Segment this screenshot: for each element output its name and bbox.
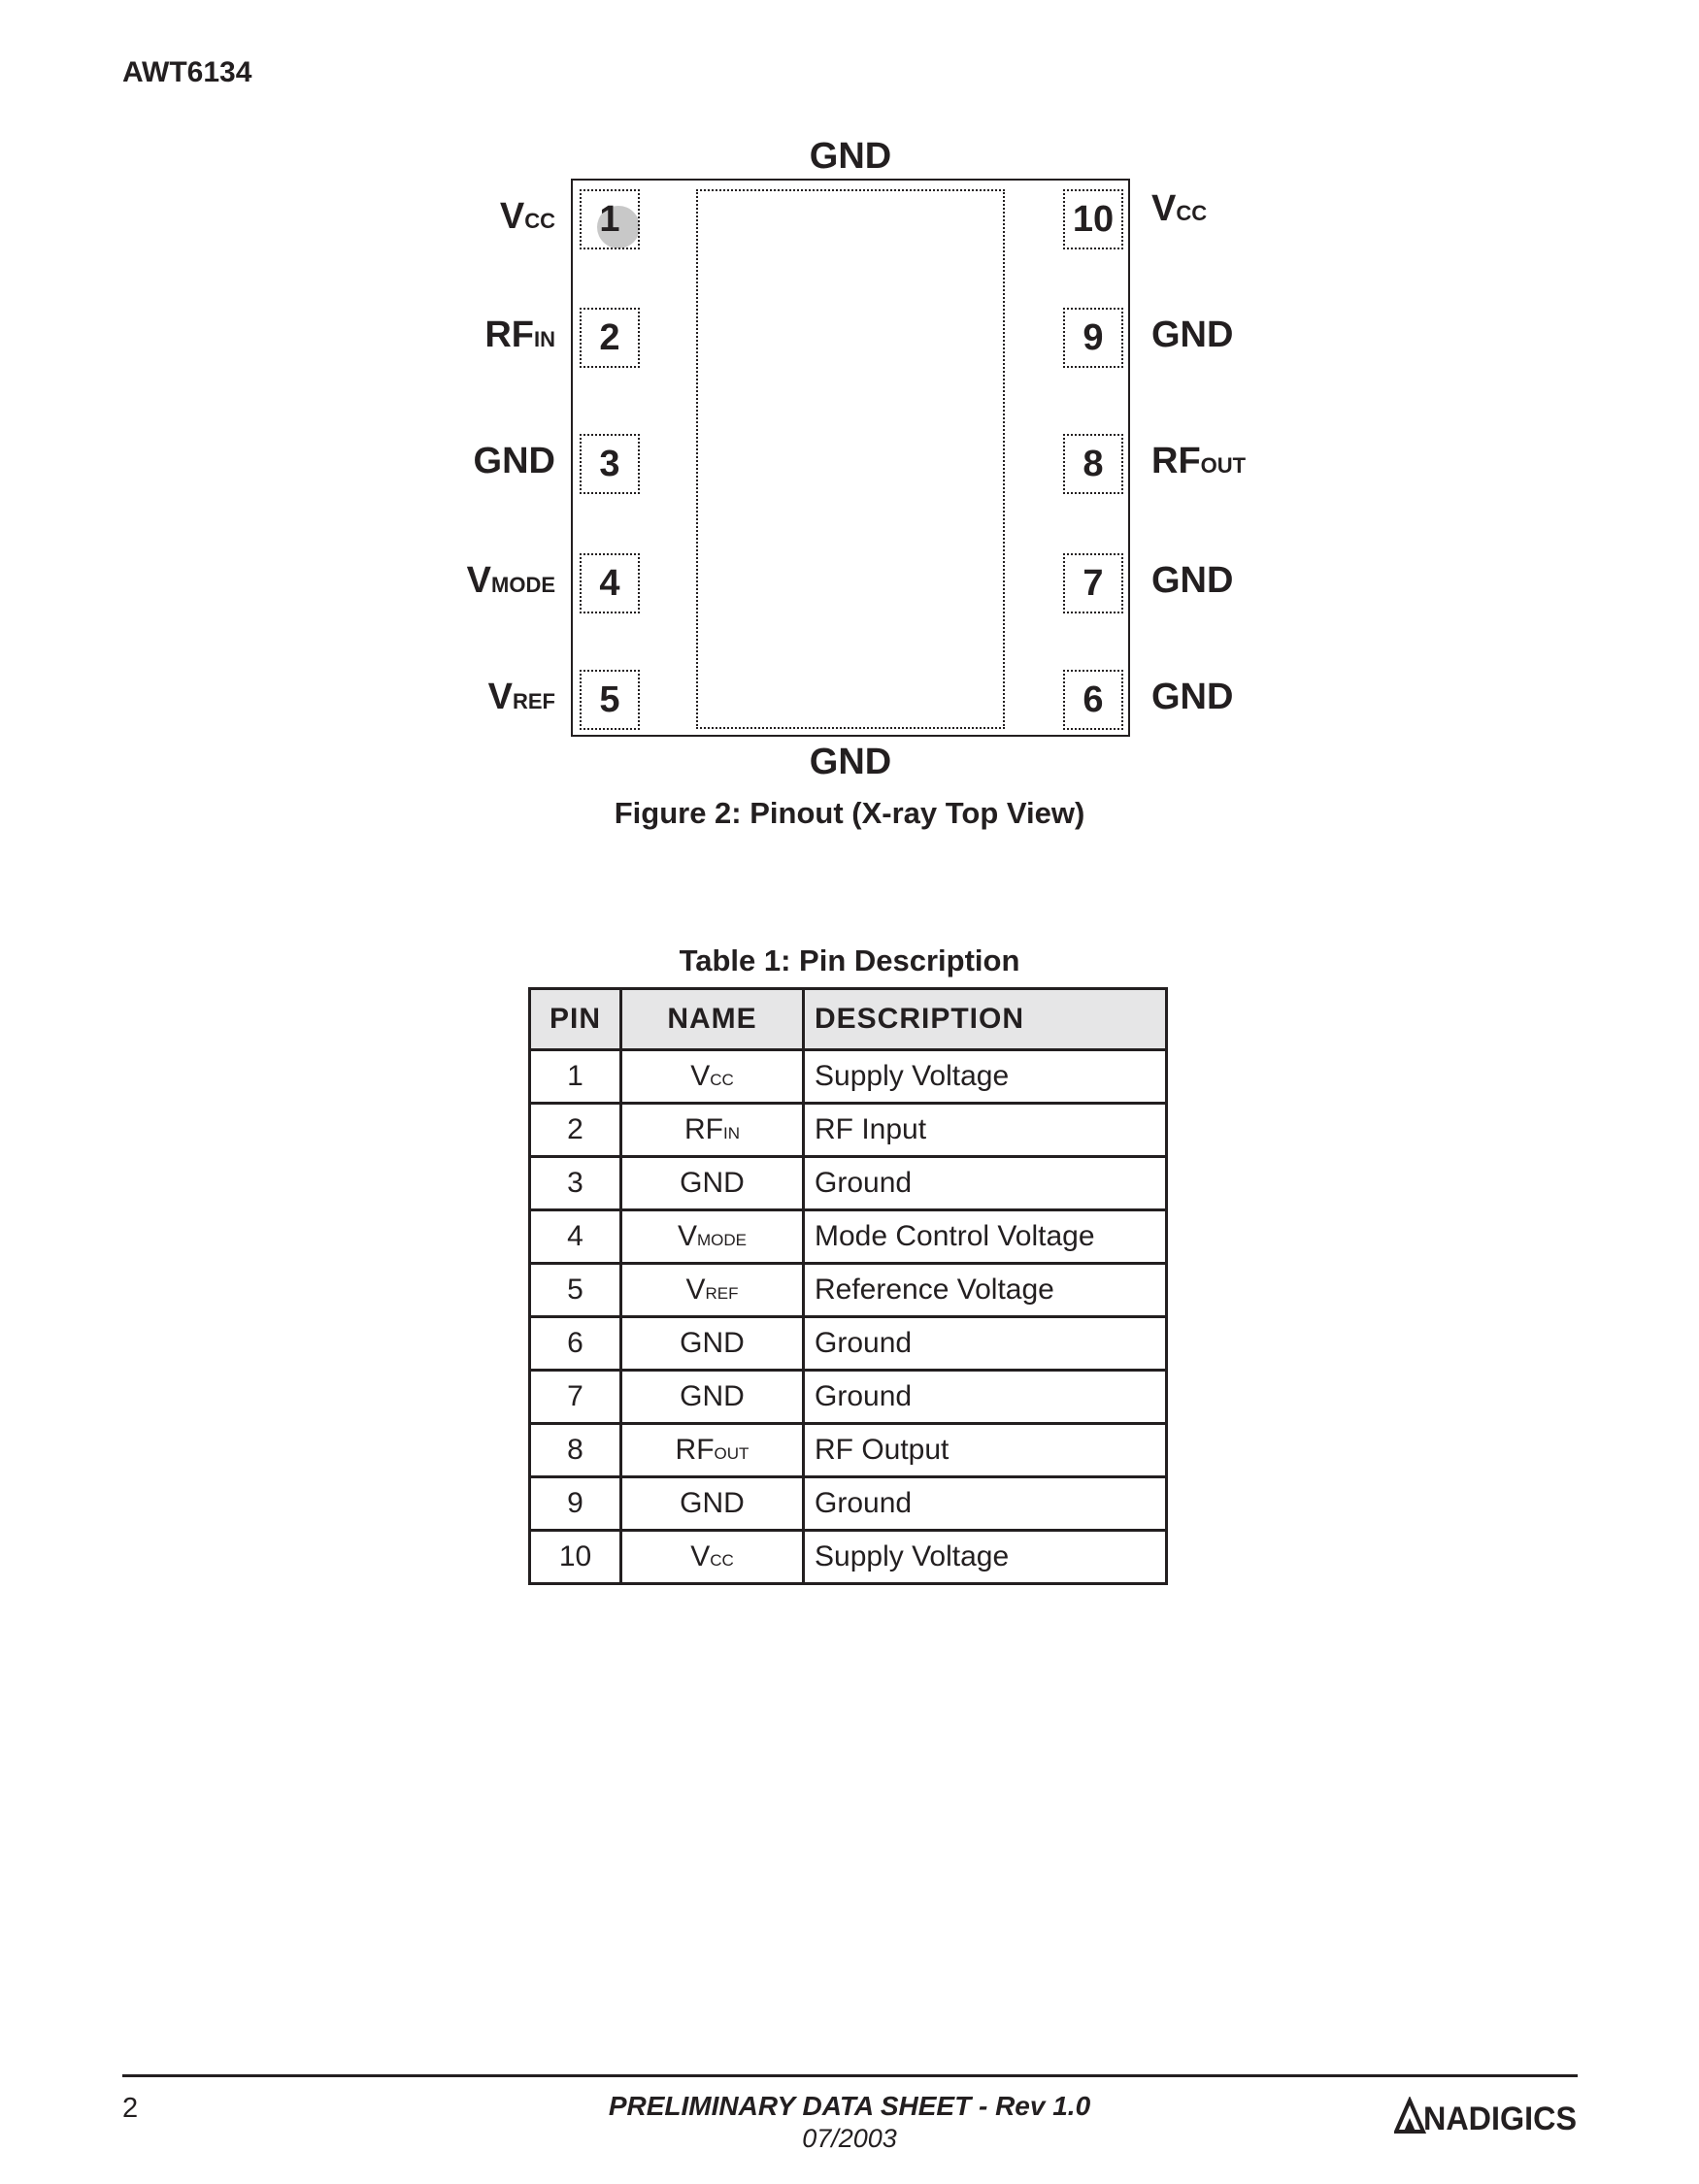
gnd-top-label: GND — [809, 136, 892, 177]
gnd-bottom-label: GND — [809, 742, 892, 782]
header-description: DESCRIPTION — [804, 989, 1167, 1050]
cell-description: Reference Voltage — [804, 1264, 1167, 1317]
cell-description: RF Input — [804, 1104, 1167, 1157]
table-row — [530, 1477, 1167, 1531]
pin-number: 8 — [1083, 443, 1104, 484]
table-row — [530, 1317, 1167, 1371]
pin-number: 2 — [599, 316, 620, 358]
pin-box-9 — [1063, 308, 1123, 368]
cell-description: Supply Voltage — [804, 1050, 1167, 1104]
cell-name-main: GND — [680, 1380, 745, 1412]
cell-name-main: GND — [680, 1327, 745, 1359]
table-row — [530, 1371, 1167, 1424]
table-title: Table 1: Pin Description — [679, 943, 1020, 977]
cell-name-sub: CC — [710, 1071, 734, 1089]
pin-number: 9 — [1083, 316, 1104, 358]
cell-name-sub: OUT — [714, 1444, 750, 1463]
cell-name-main: RF — [684, 1113, 723, 1145]
cell-name — [621, 1264, 804, 1317]
cell-name-sub: MODE — [697, 1231, 747, 1249]
cell-pin: 2 — [530, 1104, 621, 1157]
cell-pin: 8 — [530, 1424, 621, 1477]
cell-description: Ground — [804, 1371, 1167, 1424]
cell-pin: 5 — [530, 1264, 621, 1317]
pin-box-3 — [580, 434, 640, 494]
pin-number: 1 — [599, 198, 620, 240]
pin-label-6: GND — [1151, 677, 1234, 717]
table-row — [530, 1264, 1167, 1317]
pin-label-3: GND — [473, 441, 555, 481]
cell-name — [621, 1424, 804, 1477]
cell-name-main: GND — [680, 1167, 745, 1199]
pin-number: 6 — [1083, 678, 1104, 720]
table-row — [530, 1424, 1167, 1477]
pin-label-2: RFIN — [484, 314, 555, 355]
pin-number: 4 — [599, 562, 620, 604]
page-number: 2 — [122, 2093, 139, 2124]
cell-description: Supply Voltage — [804, 1531, 1167, 1584]
footer-rule — [122, 2074, 1578, 2077]
cell-pin: 6 — [530, 1317, 621, 1371]
pin-box-4 — [580, 553, 640, 613]
pin-label-9: GND — [1151, 314, 1234, 355]
cell-description: RF Output — [804, 1424, 1167, 1477]
pin-box-1 — [580, 189, 640, 249]
cell-name — [621, 1371, 804, 1424]
document-id: AWT6134 — [122, 56, 252, 88]
cell-name — [621, 1104, 804, 1157]
table-row — [530, 1157, 1167, 1210]
cell-name-main: V — [677, 1220, 697, 1252]
footer-title: PRELIMINARY DATA SHEET - Rev 1.0 — [608, 2091, 1091, 2121]
cell-description: Ground — [804, 1477, 1167, 1531]
header-name: NAME — [621, 989, 804, 1050]
cell-name-main: RF — [675, 1434, 715, 1466]
pin-box-2 — [580, 308, 640, 368]
table-row — [530, 1104, 1167, 1157]
cell-name-main: V — [690, 1060, 711, 1092]
cell-name-main: V — [690, 1540, 711, 1572]
pin-number: 5 — [599, 678, 620, 720]
cell-name-main: GND — [680, 1487, 745, 1519]
cell-pin: 7 — [530, 1371, 621, 1424]
pin-number: 10 — [1072, 198, 1115, 240]
cell-name-main: V — [685, 1274, 706, 1306]
pin-label-7: GND — [1151, 560, 1234, 601]
cell-name — [621, 1210, 804, 1264]
pin-number: 7 — [1083, 562, 1104, 604]
pin-box-10 — [1063, 189, 1123, 249]
cell-pin: 9 — [530, 1477, 621, 1531]
pin-box-5 — [580, 670, 640, 730]
pin-box-7 — [1063, 553, 1123, 613]
cell-description: Ground — [804, 1317, 1167, 1371]
cell-name — [621, 1477, 804, 1531]
cell-pin: 1 — [530, 1050, 621, 1104]
figure-caption: Figure 2: Pinout (X-ray Top View) — [614, 796, 1085, 830]
table-header-row — [530, 989, 1167, 1050]
pin-number: 3 — [599, 443, 620, 484]
cell-name — [621, 1531, 804, 1584]
cell-name — [621, 1157, 804, 1210]
header-pin: PIN — [530, 989, 621, 1050]
pin-label-4: VMODE — [466, 560, 555, 601]
pin-label-8: RFOUT — [1151, 441, 1247, 481]
pin-box-6 — [1063, 670, 1123, 730]
cell-name-sub: IN — [723, 1124, 740, 1142]
pin-label-10: VCC — [1151, 188, 1208, 229]
cell-description: Ground — [804, 1157, 1167, 1210]
pin-label-5: VREF — [487, 677, 555, 717]
footer-date: 07/2003 — [802, 2124, 897, 2153]
logo-triangle-inner — [1404, 2118, 1416, 2132]
cell-pin: 4 — [530, 1210, 621, 1264]
die-pad — [696, 189, 1005, 729]
pin-description-table — [528, 987, 1168, 1585]
table-row — [530, 1050, 1167, 1104]
cell-pin: 3 — [530, 1157, 621, 1210]
cell-description: Mode Control Voltage — [804, 1210, 1167, 1264]
pin-label-1: VCC — [499, 196, 555, 237]
table-row — [530, 1210, 1167, 1264]
table-row — [530, 1531, 1167, 1584]
cell-name — [621, 1050, 804, 1104]
cell-name-sub: CC — [710, 1551, 734, 1570]
pin-box-8 — [1063, 434, 1123, 494]
cell-name-sub: REF — [705, 1284, 739, 1303]
cell-name — [621, 1317, 804, 1371]
cell-pin: 10 — [530, 1531, 621, 1584]
company-logo — [1394, 2097, 1579, 2135]
logo-wordmark: NADIGICS — [1423, 2101, 1577, 2135]
